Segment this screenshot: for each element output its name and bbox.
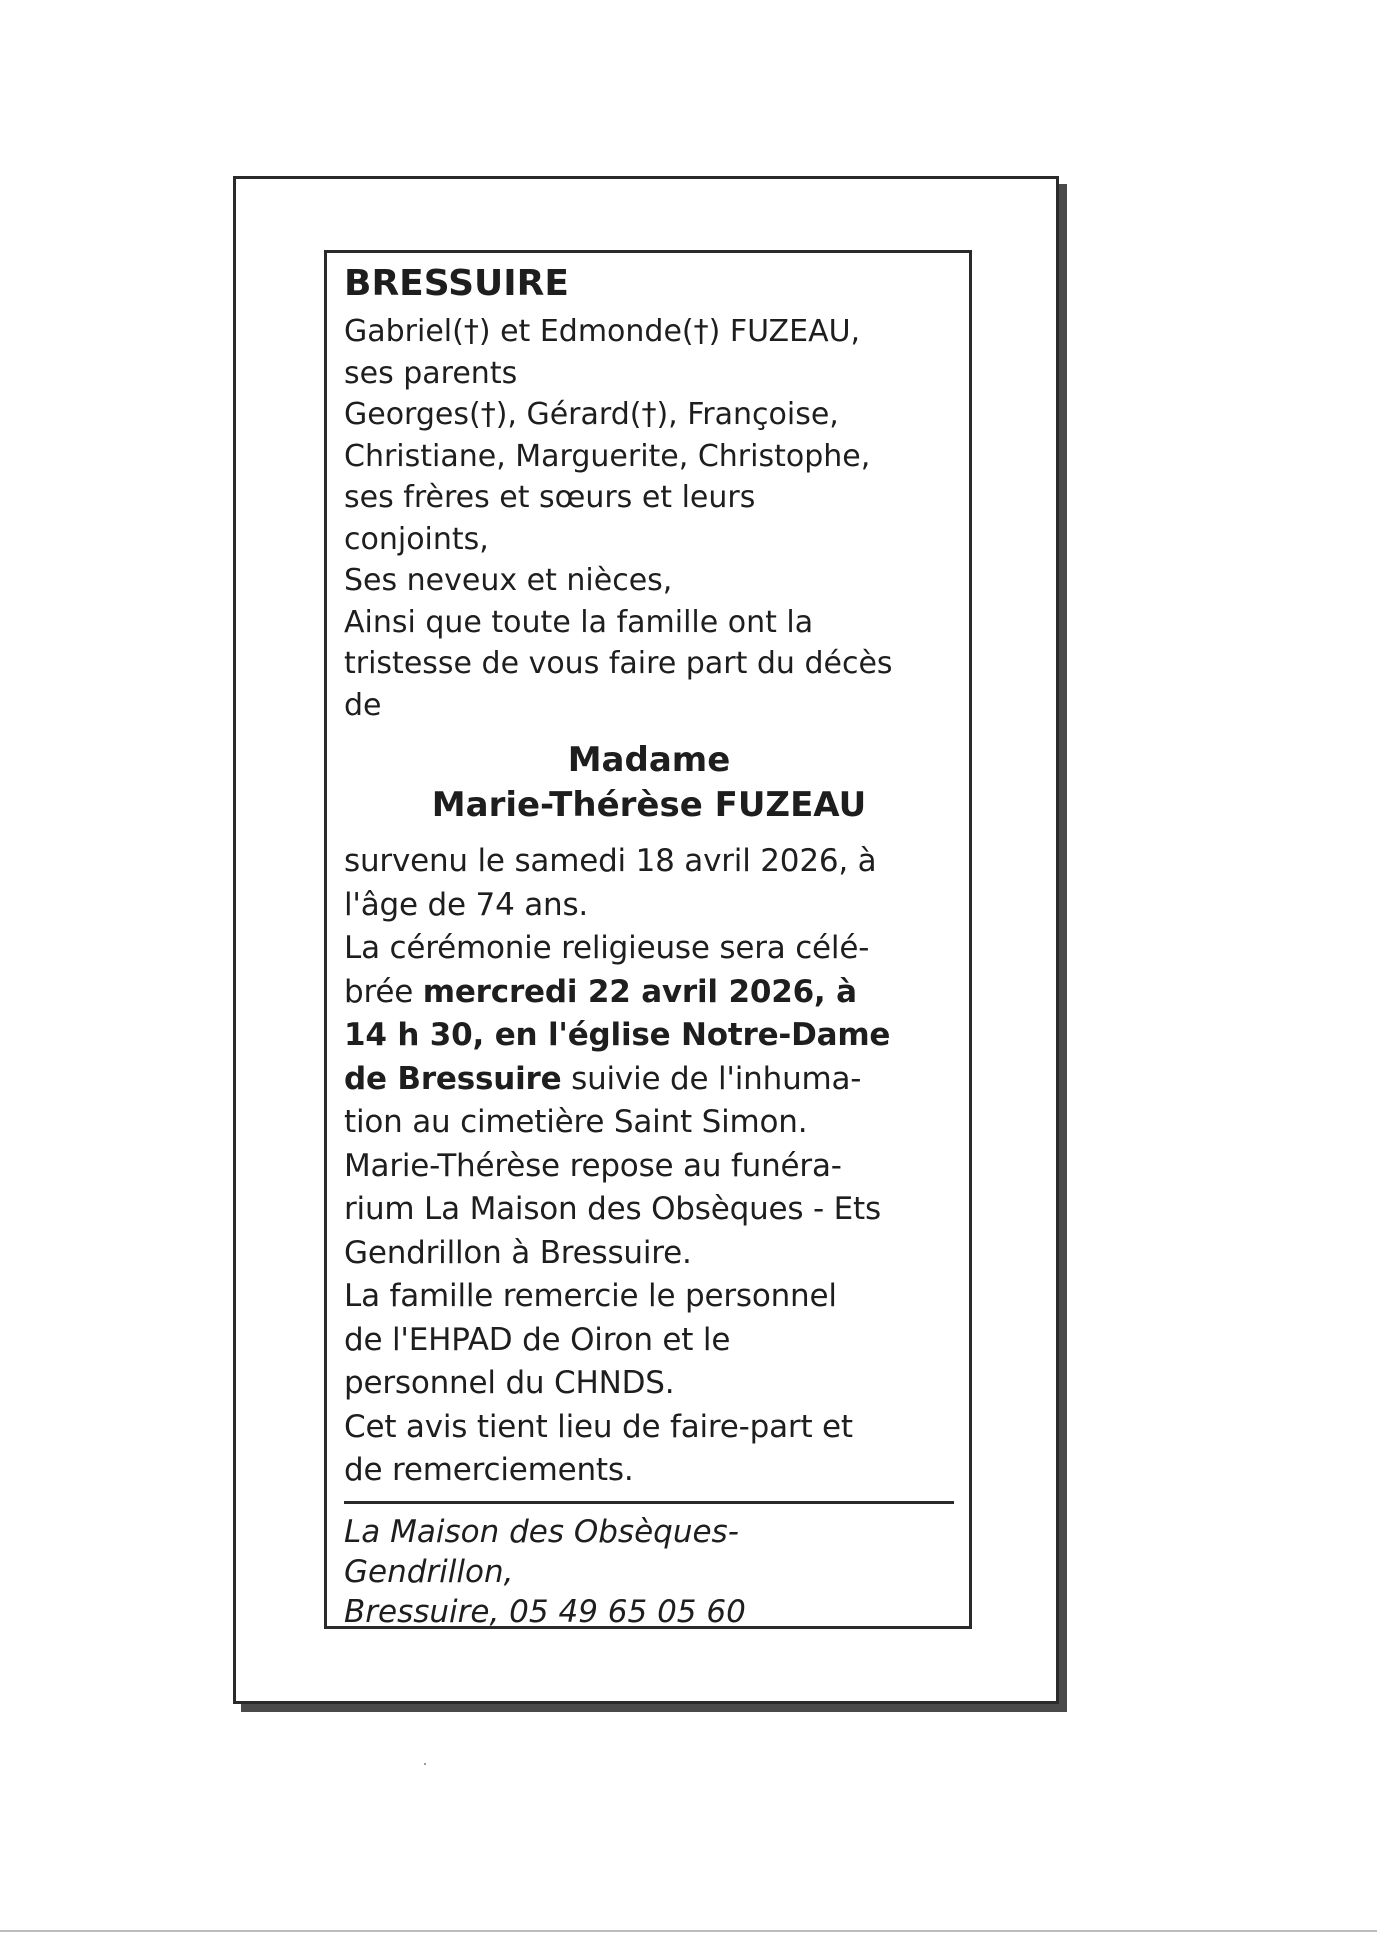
intro-line: Georges(†), Gérard(†), Françoise,: [344, 397, 839, 432]
funeral-home-contact: Bressuire, 05 49 65 05 60: [344, 1593, 746, 1630]
intro-line: de: [344, 687, 382, 723]
closing-line: Cet avis tient lieu de faire-part et: [344, 1408, 853, 1445]
thanks-line: personnel du CHNDS.: [344, 1365, 675, 1401]
scan-edge-line: [0, 1930, 1377, 1932]
notice-intro: [344, 311, 954, 726]
intro-line: ses parents: [344, 355, 518, 391]
burial-line: tion au cimetière Saint Simon.: [344, 1104, 808, 1140]
ceremony-prefix: brée: [344, 973, 423, 1010]
ceremony-line: [344, 1058, 954, 1102]
divider: [344, 1501, 954, 1504]
ceremony-church: de Bressuire: [344, 1060, 562, 1097]
ceremony-line: [344, 971, 954, 1015]
death-date-line: survenu le samedi 18 avril 2026, à: [344, 843, 877, 879]
ceremony-time-place: 14 h 30, en l'église Notre-Dame: [344, 1017, 891, 1053]
intro-line: tristesse de vous faire part du décès: [344, 646, 893, 681]
death-notice: [324, 250, 972, 1629]
repose-line: rium La Maison des Obsèques - Ets: [344, 1191, 881, 1227]
repose-line: Marie-Thérèse repose au funéra-: [344, 1147, 842, 1184]
intro-line: ses frères et sœurs et leurs: [344, 480, 756, 515]
intro-line: Ainsi que toute la famille ont la: [344, 604, 814, 640]
scan-speck: [424, 1763, 426, 1765]
deceased-heading: [344, 738, 954, 828]
intro-line: Ses neveux et nièces,: [344, 563, 673, 598]
ceremony-suffix: suivie de l'inhuma-: [561, 1060, 862, 1097]
ceremony-date: mercredi 22 avril 2026, à: [422, 973, 857, 1010]
thanks-line: La famille remercie le personnel: [344, 1278, 837, 1314]
intro-line: Christiane, Marguerite, Christophe,: [344, 438, 871, 474]
intro-line: Gabriel(†) et Edmonde(†) FUZEAU,: [344, 314, 861, 349]
ceremony-line: La cérémonie religieuse sera célé-: [344, 930, 870, 966]
deceased-title: Madame: [567, 740, 731, 780]
funeral-home: [344, 1512, 954, 1632]
death-age-line: l'âge de 74 ans.: [344, 886, 589, 923]
funeral-home-name: Gendrillon,: [344, 1553, 514, 1590]
thanks-line: de l'EHPAD de Oiron et le: [344, 1321, 731, 1358]
deceased-name: Marie-Thérèse FUZEAU: [431, 785, 867, 825]
notice-place: BRESSUIRE: [344, 263, 569, 304]
funeral-home-name: La Maison des Obsèques-: [344, 1513, 739, 1550]
intro-line: conjoints,: [344, 521, 489, 557]
notice-details: [344, 840, 954, 1493]
repose-line: Gendrillon à Bressuire.: [344, 1234, 692, 1271]
closing-line: de remerciements.: [344, 1452, 634, 1488]
